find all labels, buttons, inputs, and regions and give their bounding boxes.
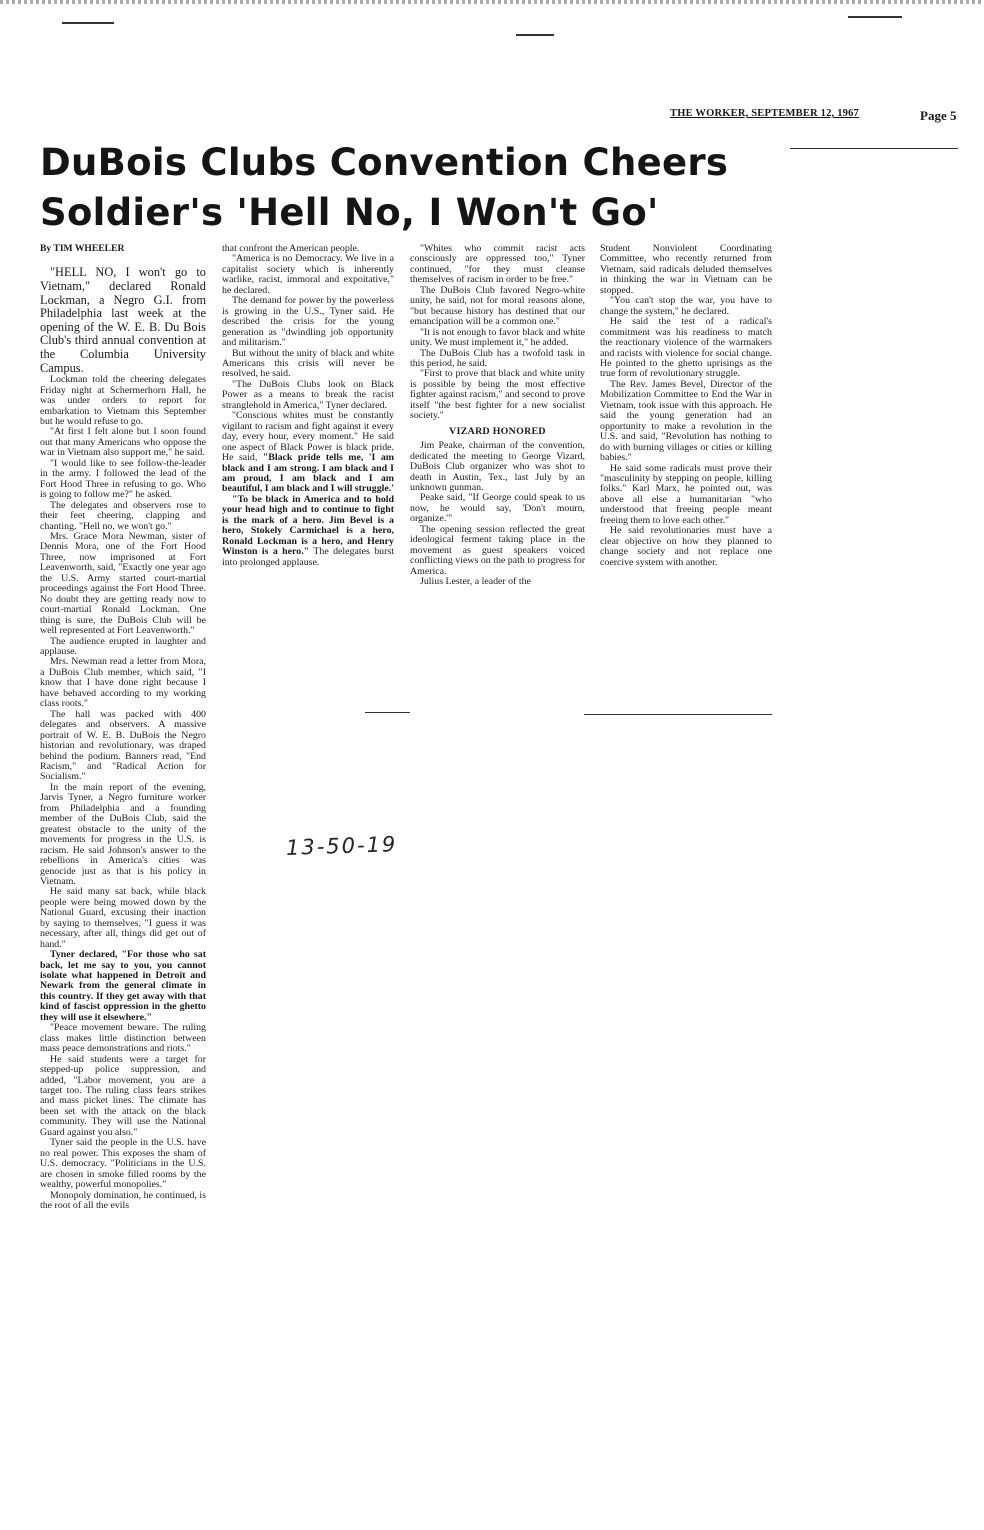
paragraph: But without the unity of black and white Americans this crisis will never be resolved, he said. [222, 347, 394, 380]
paragraph: He said many sat back, while black people were being mowed down by the National Guard, excusing their inaction by saying to themselves, "I guess it was necessary, after all, things did get out of hand." [40, 886, 206, 950]
scan-mark [62, 22, 114, 24]
paragraph [222, 411, 394, 495]
paragraph: The DuBois Club has a twofold task in this period, he said. [410, 347, 585, 369]
paragraph: He said some radicals must prove their "masculinity by stepping on people, killing folks." Karl Marx, he pointed out, was above all else a humanitarian "who understood that freeing people meant freeing them to love each other." [600, 462, 772, 526]
paragraph-text: "Conscious whites must be constantly vigilant to racism and fight against it every day, every hour, every moment." He said one aspect of Black Power is black pride. He said, [222, 410, 394, 464]
paragraph: "I would like to see follow-the-leader in the army. I followed the lead of the Fort Hood Three in refusing to go. Who is going to follow me?" he asked. [40, 457, 206, 501]
paragraph: The demand for power by the powerless is growing in the U.S., Tyner said. He described the crisis for the young generation as "dwindling job opportunity and militarism." [222, 295, 394, 349]
scan-mark [516, 34, 554, 36]
paragraph: that confront the American people. [222, 243, 360, 254]
subheading: VIZARD HONORED [449, 425, 546, 437]
headline-line-1: DuBois Clubs Convention Cheers [40, 141, 729, 184]
paragraph: "Peace movement beware. The ruling class makes little distinction between mass peace demonstrations and riots." [40, 1022, 206, 1055]
paragraph: He said revolutionaries must have a clear objective on how they planned to change society and not replace one coercive system with another. [600, 525, 772, 568]
paragraph: Mrs. Newman read a letter from Mora, a DuBois Club member, which said, "I know that I have done right because I have behaved according to my working class roots." [40, 656, 206, 710]
paragraph: "First to prove that black and white unity is possible by being the most effective fighter against racism," and second to prove itself "the best fighter for a new socialist society." [410, 368, 585, 422]
article-column-1 [40, 244, 206, 1211]
paragraph: The DuBois Club favored Negro-white unity, he said, not for moral reasons alone, "but because history has destined that our emancipation will be a common one." [410, 284, 585, 328]
bold-quote: "To be black in America and to hold your head high and to continue to fight is the mark of a hero. Jim Bevel is a hero, Stokely Carmichael is a hero, Ronald Lockman is a hero, and Henry Winston is a hero." [222, 493, 394, 558]
article-column-2 [222, 244, 394, 568]
paragraph: "You can't stop the war, you have to change the system," he declared. [600, 295, 772, 317]
article-column-3 [410, 244, 585, 588]
scan-top-edge [0, 0, 984, 4]
paragraph: Jim Peake, chairman of the convention, dedicated the meeting to George Vizard, DuBois Club organizer who was shot to death in Austin, Tex., last July by an unknown gunman. [410, 440, 585, 493]
paragraph: Monopoly domination, he continued, is the root of all the evils [40, 1189, 206, 1211]
article-column-4 [600, 244, 772, 568]
paragraph: He said students were a target for stepped-up police suppression, and added, "Labor movement, you are a target too. The ruling class fears strikes and mass picket lines. The climate has been set with the attack on the black community. They will use the National Guard against you also." [40, 1053, 206, 1138]
paragraph: He said the test of a radical's commitment was his readiness to match the reactionary violence of the warmakers and racists with violence for social change. He pointed to the ghetto uprisings as the true form of revolutionary struggle. [600, 316, 772, 380]
paragraph: In the main report of the evening, Jarvis Tyner, a Negro furniture worker from Philadelphia and a founding member of the DuBois Club, said the greatest obstacle to the unity of the movements for progress in the U.S. is racism. He said Johnson's answer to the rebellions in America's cities was genocide just as that is his policy in Vietnam. [40, 781, 206, 887]
paragraph: Peake said, "If George could speak to us now, he would say, 'Don't mourn, organize.'" [410, 492, 585, 525]
headline [40, 138, 760, 238]
page-number: Page 5 [920, 108, 957, 123]
column-end-rule [584, 714, 772, 715]
paragraph: "At first I felt alone but I soon found out that many Americans who oppose the war in Vietnam also support me," he said. [40, 426, 206, 459]
bold-quote-paragraph: Tyner declared, "For those who sat back, let me say to you, you cannot isolate what happened in Detroit and Newark from the general climate in this country. If they get away with that kind of fascist oppression in the ghetto they will use it elsewhere." [40, 949, 206, 1023]
paragraph: Tyner said the people in the U.S. have no real power. This exposes the sham of U.S. democracy. "Politicians in the U.S. are chosen in smoke filled rooms by the wealthy, powerful monopolies." [40, 1137, 206, 1191]
paragraph: "America is no Democracy. We live in a capitalist society which is inherently warlike, racist, immoral and expoitative," he declared. [222, 253, 394, 296]
column-end-rule [365, 712, 410, 713]
paragraph: The audience erupted in laughter and applause. [40, 635, 206, 657]
scan-mark [790, 148, 958, 149]
headline-line-2: Soldier's 'Hell No, I Won't Go' [40, 191, 659, 234]
byline: By TIM WHEELER [40, 243, 125, 254]
paragraph: "It is not enough to favor black and white unity. We must implement it," he added. [410, 326, 585, 349]
paragraph: "Whites who commit racist acts consciously are oppressed too," Tyner continued, "for they must cleanse themselves of racism in order to be free." [410, 243, 585, 286]
masthead: THE WORKER, SEPTEMBER 12, 1967 [670, 108, 860, 119]
paragraph: The hall was packed with 400 delegates and observers. A massive portrait of W. E. B. DuBois the Negro historian and revolutionary, was draped behind the podium. Banners read, "End Racism," and "Radical Action for Socialism." [40, 708, 206, 783]
paragraph: Lockman told the cheering delegates Friday night at Schermerhorn Hall, he was under orders to report for embarkation to Vietnam this September but he would refuse to go. [40, 374, 206, 428]
paragraph-text: The delegates burst into prolonged applause. [222, 546, 394, 568]
handwritten-note: 13-50-19 [285, 832, 398, 860]
paragraph [222, 495, 394, 568]
paragraph: "The DuBois Clubs look on Black Power as a means to break the racist stranglehold in America," Tyner declared. [222, 378, 394, 411]
paragraph: Student Nonviolent Coordinating Committee, who recently returned from Vietnam, said radicals deluded themselves in thinking the war in Vietnam can be stopped. [600, 243, 772, 296]
bold-quote: "Black pride tells me, 'I am black and I am strong. I am black and I am proud, I am black and I am beautiful, I am black and I will struggle.' [222, 452, 395, 495]
paragraph: The delegates and observers rose to their feet cheering, clapping and chanting. "Hell no, we won't go." [40, 499, 206, 532]
paragraph: Julius Lester, a leader of the [420, 576, 531, 588]
scan-mark [848, 16, 902, 18]
paragraph: The Rev. James Bevel, Director of the Mobilization Committee to End the War in Vietnam, took issue with this approach. He said the young generation had an opportunity to make a revolution in the U.S. and said, "Revolution has nothing to do with burning villages or cities or killing babies." [600, 378, 772, 464]
paragraph: Mrs. Grace Mora Newman, sister of Dennis Mora, one of the Fort Hood Three, now imprisoned at Fort Leavenworth, said, "Exactly one year ago the U.S. Army started court-martial proceedings against the Fort Hood Three. No doubt they are getting ready now to court-martial Ronald Lockman. One thing is sure, the DuBois Club will be well represented at Fort Leavenworth." [40, 531, 206, 637]
paragraph: The opening session reflected the great ideological ferment taking place in the movement as guest speakers voiced conflicting views on the path to progress for America. [410, 523, 585, 577]
lead-paragraph: "HELL NO, I won't go to Vietnam," declared Ronald Lockman, a Negro G.I. from Philadelphia last week at the opening of the W. E. B. Du Bois Club's third annual convention at the Columbia University Campus. [40, 265, 206, 375]
